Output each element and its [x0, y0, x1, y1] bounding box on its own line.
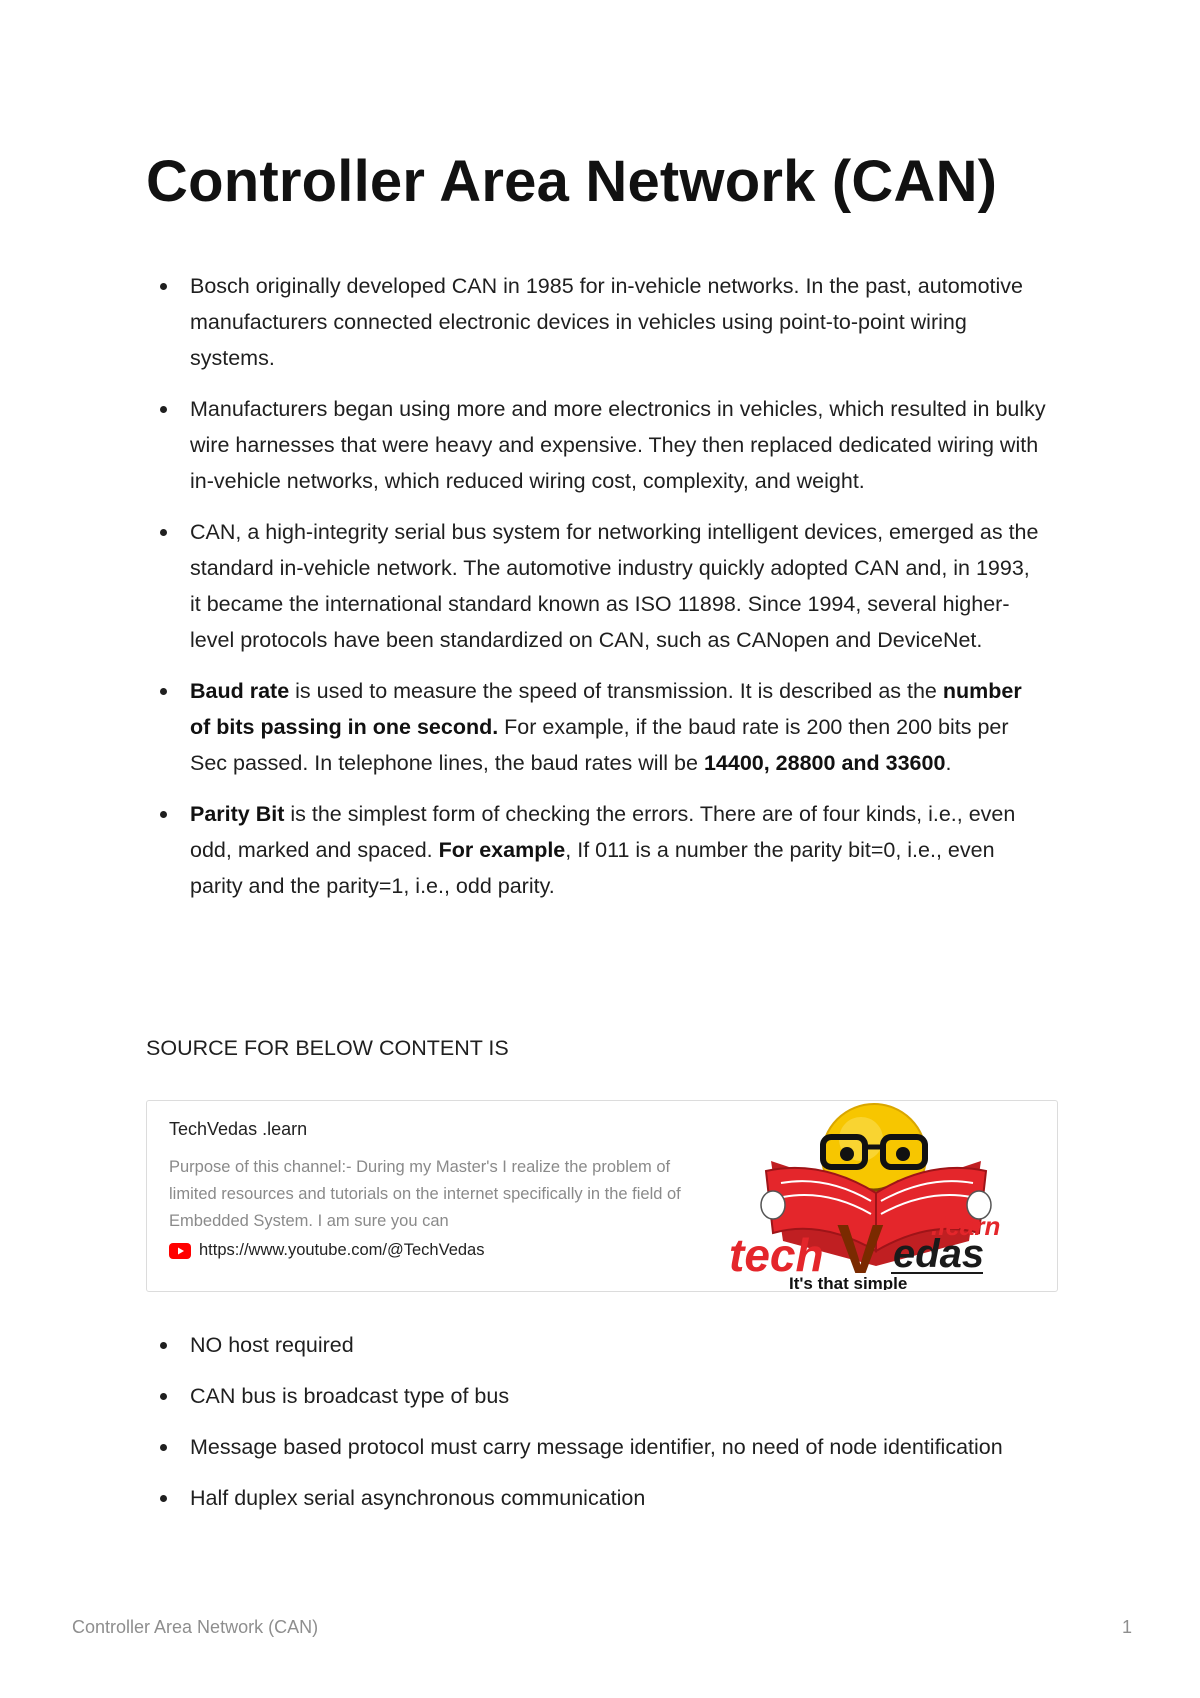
card-text [169, 1119, 689, 1260]
text-run: is used to measure the speed of transmission. It is described as the [289, 679, 943, 703]
logo-text-edas: edas [893, 1232, 985, 1276]
bullet-list-bottom [146, 1327, 1046, 1531]
list-item [146, 391, 1046, 499]
card-link-url: https://www.youtube.com/@TechVedas [199, 1241, 485, 1259]
card-description: Purpose of this channel:- During my Master's I realize the problem of limited resources and tutorials on the internet specifically in the field of Embedded System. I am sure you can [169, 1158, 681, 1230]
list-item [146, 1480, 1046, 1516]
page-title: Controller Area Network (CAN) [146, 149, 998, 214]
text-run: Bosch originally developed CAN in 1985 for in-vehicle networks. In the past, automotive manufacturers connected electronic devices in vehicles using point-to-point wiring systems. [190, 274, 1023, 370]
bold-text: number of bits passing in one second. [190, 679, 1022, 739]
logo-text-tech: tech [729, 1229, 824, 1281]
text-run: Half duplex serial asynchronous communication [190, 1486, 646, 1510]
bold-text: Baud rate [190, 679, 290, 703]
techvedas-logo [711, 1101, 1057, 1290]
footer-page-number: 1 [1121, 1617, 1132, 1637]
link-preview-card[interactable] [146, 1100, 1058, 1292]
list-item [146, 673, 1046, 781]
text-run: Message based protocol must carry message identifier, no need of node identification [190, 1435, 1003, 1459]
text-run: For example, if the baud rate is 200 then 200 bits per Sec passed. In telephone lines, the baud rates will be [190, 715, 1009, 775]
logo-tagline: It's that simple [789, 1274, 908, 1290]
text-run: Manufacturers began using more and more electronics in vehicles, which resulted in bulky wire harnesses that were heavy and expensive. They then replaced dedicated wiring with in-vehicle networks, which reduced wiring cost, complexity, and weight. [190, 397, 1046, 493]
text-run: CAN bus is broadcast type of bus [190, 1384, 510, 1408]
bullet-list-top [146, 268, 1046, 919]
list-item [146, 1327, 1046, 1363]
card-link[interactable] [169, 1241, 689, 1260]
text-run: CAN, a high-integrity serial bus system for networking intelligent devices, emerged as the standard in-vehicle network. The automotive industry quickly adopted CAN and, in 1993, it became the international standard known as ISO 11898. Since 1994, several higher-level protocols have been standardized on CAN, such as CANopen and DeviceNet. [190, 520, 1039, 652]
card-title: TechVedas .learn [169, 1119, 308, 1139]
source-label: SOURCE FOR BELOW CONTENT IS [146, 1036, 509, 1060]
bold-text: 14400, 28800 and 33600 [703, 751, 946, 775]
list-item [146, 1378, 1046, 1414]
list-item [146, 796, 1046, 904]
logo-text-v: V [837, 1210, 884, 1288]
text-run: is the simplest form of checking the errors. There are of four kinds, i.e., even odd, marked and spaced. [190, 802, 1016, 862]
logo-text-learn: .learn [931, 1211, 1001, 1241]
text-run: , If 011 is a number the parity bit=0, i.e., even parity and the parity=1, i.e., odd parity. [190, 838, 995, 898]
youtube-icon [169, 1243, 191, 1259]
text-run: . [945, 751, 952, 775]
footer-doc-title: Controller Area Network (CAN) [72, 1617, 319, 1637]
text-run: NO host required [190, 1333, 354, 1357]
list-item [146, 268, 1046, 376]
bold-text: For example [438, 838, 566, 862]
list-item [146, 514, 1046, 658]
bold-text: Parity Bit [190, 802, 285, 826]
list-item [146, 1429, 1046, 1465]
